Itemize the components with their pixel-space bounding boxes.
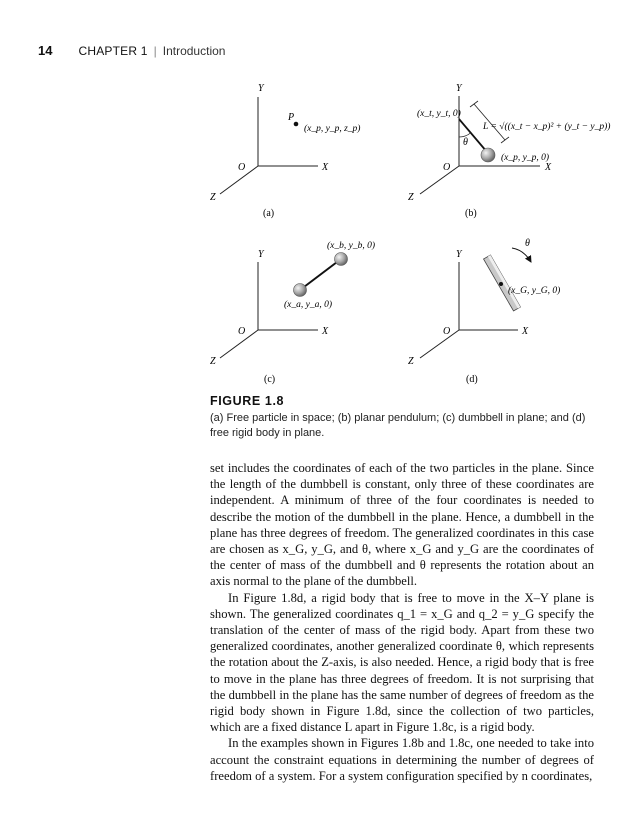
length-formula-b: L = √((x_t − x_p)² + (y_t − y_p)) [483,122,611,132]
dumbbell-particle-a [294,284,307,297]
theta-label-d: θ [525,238,530,249]
panel-label-b: (b) [465,208,477,219]
chapter-label: CHAPTER 1 [78,44,148,58]
particle-b-coords: (x_b, y_b, 0) [327,241,376,251]
paragraph-3: In the examples shown in Figures 1.8b and 1.8c, one needed to take into account the constraint equations in determining the number of degrees of freedom of a system. For a system configuration specified by n coordinates, [210,736,594,783]
length-tick-bottom [501,137,509,143]
page-number: 14 [38,43,53,58]
panel-d [408,238,560,385]
pendulum-bob [481,148,495,162]
y-label-a: Y [258,83,264,94]
header-separator: | [153,44,157,58]
length-tick-top [470,101,478,107]
x-label-b: X [545,162,552,173]
paragraph-1: set includes the coordinates of each of the two particles in the plane. Since the length of the dumbbell is constant, only three of these coordinates are independent. A minimum of three of the four coordinates is needed to describe the motion of the dumbbell in the plane. Hence, a dumbbell in the plane has three degrees of freedom. The generalized coordinates in this case are chosen as x_G, y_G, and θ, where x_G and y_G are the coordinates of the center of mass of the dumbbell and θ represents the rotation about an axis normal to the plane of the dumbbell. [210,461,594,589]
y-label-d: Y [456,249,462,260]
x-label-c: X [322,326,329,337]
figure-title: FIGURE 1.8 [210,394,285,408]
paragraph-2: In Figure 1.8d, a rigid body that is free to move in the X–Y plane is shown. The generalized coordinates q_1 = x_G and q_2 = y_G specify the translation of the center of mass of the rigid body. Apart from these two generalized coordinates, another generalized coordinate θ, which represents the rotation about the Z-axis, is also needed. Hence, a rigid body that is free to move in the plane has three degrees of freedom. It is not surprising that the dumbbell in the plane has the same number of degrees of freedom as the rigid body shown in Figure 1.8d, since the collection of two particles, which are a fixed distance L apart in Figure 1.8c, is a rigid body. [210,590,594,735]
panel-c [210,240,375,385]
particle-a-coords: (x_a, y_a, 0) [284,300,333,310]
free-particle [294,122,299,127]
z-axis-b [420,166,459,194]
rigid-body-center-of-mass [499,282,503,286]
panel-label-d: (d) [466,374,478,385]
panel-label-a: (a) [263,208,275,219]
z-label-c: Z [210,356,216,367]
x-label-a: X [322,162,329,173]
point-name-a: P [288,112,295,123]
origin-label-b: O [443,162,451,173]
y-label-c: Y [258,249,264,260]
point-coords-a: (x_p, y_p, z_p) [304,124,361,134]
origin-label-d: O [443,326,451,337]
panel-b [408,83,610,219]
theta-label-b: θ [463,137,468,148]
rotation-arrow-d [512,248,531,262]
bob-coords-b: (x_p, y_p, 0) [501,153,550,163]
y-label-b: Y [456,83,462,94]
z-label-d: Z [408,356,414,367]
figure-caption [210,394,602,441]
cm-coords-d: (x_G, y_G, 0) [508,286,561,296]
z-axis-d [420,330,459,358]
origin-label-c: O [238,326,246,337]
dumbbell-particle-b [335,253,348,266]
pivot-coords-b: (x_t, y_t, 0) [417,109,461,119]
figure-caption-text: (a) Free particle in space; (b) planar pendulum; (c) dumbbell in plane; and (d) free rigid body in plane. [210,412,586,439]
body-text [210,460,594,784]
z-label-a: Z [210,192,216,203]
panel-a [210,83,360,219]
dumbbell-rod [300,259,341,290]
origin-label-a: O [238,162,246,173]
z-label-b: Z [408,192,414,203]
chapter-title: Introduction [162,44,226,58]
x-label-d: X [522,326,529,337]
figure-1-8 [0,0,638,392]
panel-label-c: (c) [264,374,276,385]
